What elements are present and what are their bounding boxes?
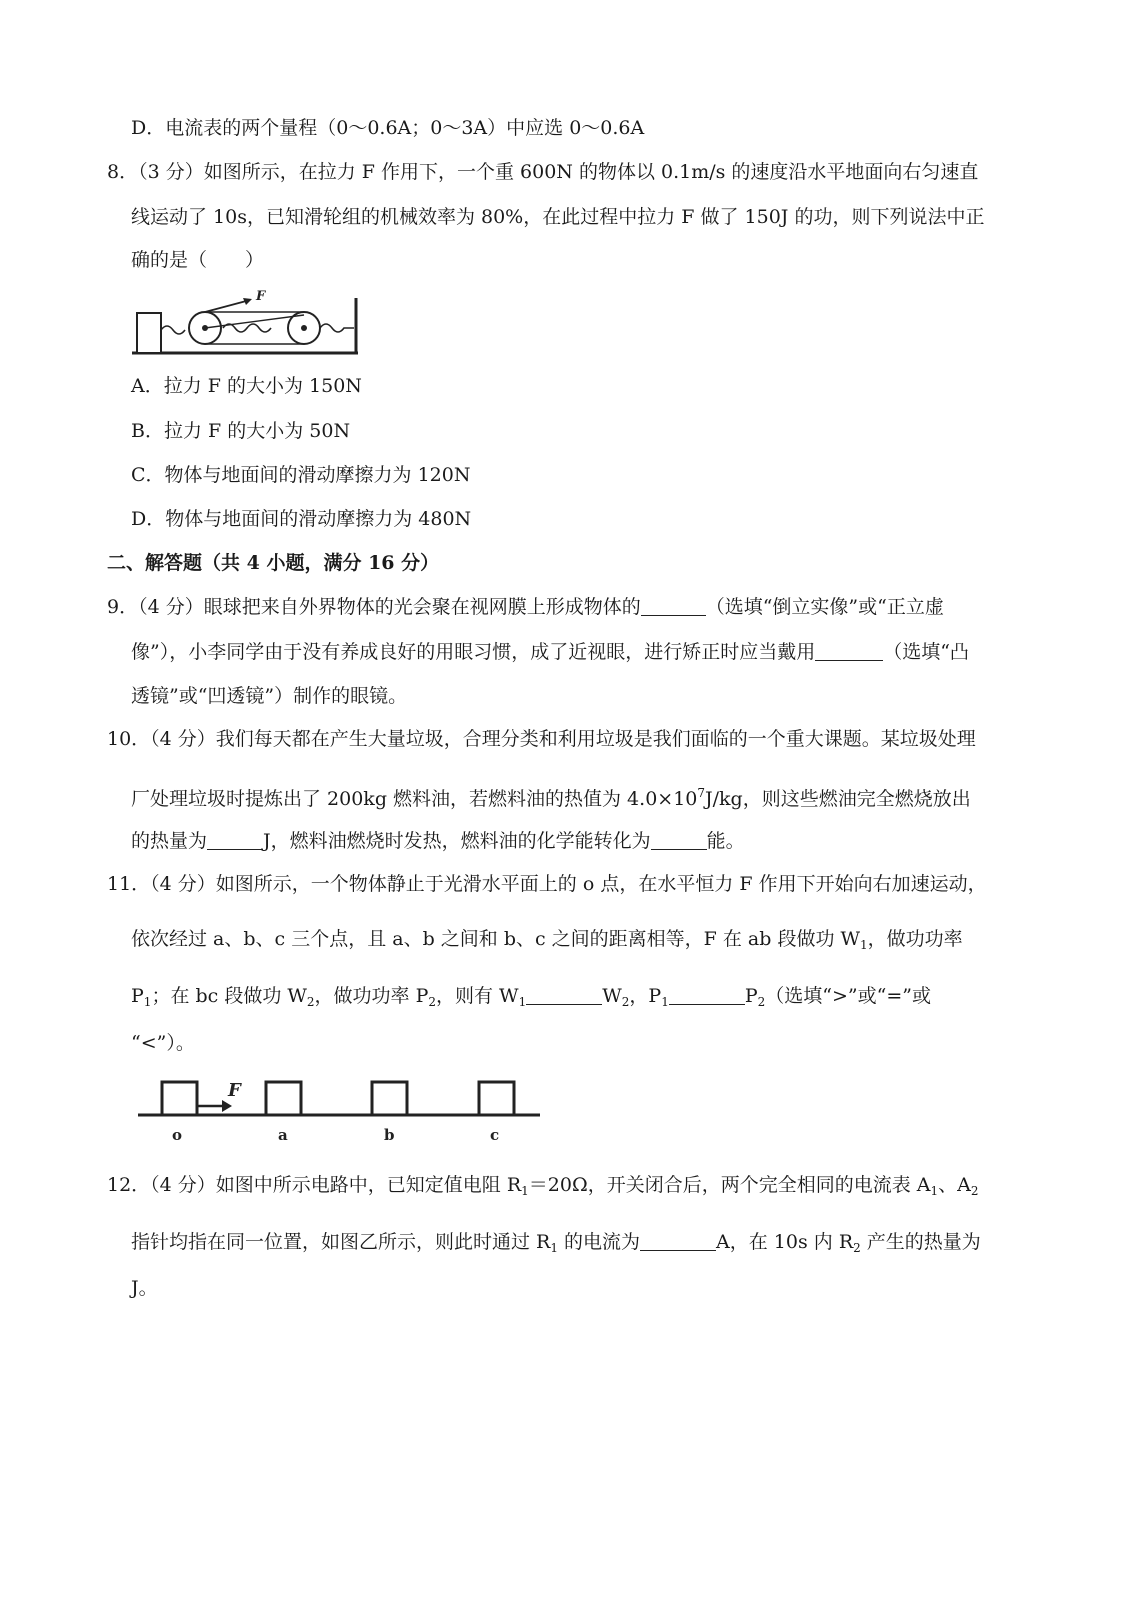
q11-point-b: b — [384, 1126, 395, 1144]
q11-text: W — [602, 985, 622, 1007]
q12-sub: 1 — [930, 1184, 939, 1198]
q11-blank-2[interactable] — [669, 986, 745, 1005]
q9-blank-2[interactable] — [815, 642, 883, 661]
q12-line1 — [107, 1173, 979, 1203]
q11-sub: 1 — [661, 995, 669, 1009]
q10-line2 — [131, 781, 971, 811]
q9-line1-text: 9．（4 分）眼球把来自外界物体的光会聚在视网膜上形成物体的 — [107, 596, 641, 618]
q11-blank-1[interactable] — [526, 986, 602, 1005]
q12-line3: J。 — [131, 1277, 158, 1299]
q11-text: ，P — [629, 985, 662, 1007]
q10-line3-b: J，燃料油燃烧时发热，燃料油的化学能转化为 — [263, 830, 651, 852]
q12-text: 的电流为 — [558, 1231, 641, 1253]
q8-option-b: B．拉力 F 的大小为 50N — [131, 420, 351, 442]
q12-sub: 2 — [853, 1241, 861, 1255]
q10-line1: 10．（4 分）我们每天都在产生大量垃圾，合理分类和利用垃圾是我们面临的一个重大课题。某垃圾处理 — [107, 728, 976, 750]
section-2-title: 二、解答题（共 4 小题，满分 16 分） — [107, 552, 440, 574]
q10-line2-text: 厂处理垃圾时提炼出了 200kg 燃料油，若燃料油的热值为 4.0×10 — [131, 788, 698, 810]
q10-blank-1[interactable] — [207, 831, 263, 850]
q12-sub: 1 — [521, 1184, 529, 1198]
q11-sub: 1 — [518, 995, 527, 1009]
q11-text: P — [131, 985, 144, 1007]
q10-line3-c: 能。 — [706, 830, 745, 852]
q8-option-c: C．物体与地面间的滑动摩擦力为 120N — [131, 464, 471, 486]
q11-text: （选填“>”或“=”或 — [765, 985, 931, 1007]
q8-stem-line3: 确的是（ ） — [131, 249, 265, 271]
q9-blank-1[interactable] — [641, 597, 706, 616]
q11-sub: 2 — [757, 995, 766, 1009]
q10-line3-a: 的热量为 — [131, 830, 208, 852]
q8-figure-f-label: F — [256, 289, 266, 304]
q11-line4: “<”）。 — [131, 1032, 195, 1054]
q9-line1 — [107, 595, 944, 619]
q11-line1: 11．（4 分）如图所示，一个物体静止于光滑水平面上的 o 点，在水平恒力 F 作用下开始向右加速运动， — [107, 873, 987, 895]
q11-text: ，做功功率 P — [314, 985, 429, 1007]
q9-line1-hint: （选填“倒立实像”或“正立虚 — [705, 596, 944, 618]
q12-text: 指针均指在同一位置，如图乙所示，则此时通过 R — [131, 1231, 551, 1253]
q11-line2-b: ，做功功率 — [867, 928, 963, 950]
q11-text: ，则有 W — [436, 985, 519, 1007]
q8-option-d: D．物体与地面间的滑动摩擦力为 480N — [131, 508, 472, 530]
q9-line2-text: 像”），小李同学由于没有养成良好的用眼习惯，成了近视眼，进行矫正时应当戴用 — [131, 641, 816, 663]
q11-figure-f-label: F — [228, 1080, 241, 1101]
q11-point-a: a — [278, 1126, 288, 1144]
q11-text: P — [744, 985, 758, 1007]
q11-sub: 1 — [860, 938, 868, 952]
q11-sub: 1 — [143, 995, 152, 1009]
q10-line3 — [131, 829, 745, 853]
q11-line2 — [131, 927, 963, 957]
q8-stem-line1: 8．（3 分）如图所示，在拉力 F 作用下，一个重 600N 的物体以 0.1m/s 的速度沿水平地面向右匀速直 — [107, 161, 979, 183]
q12-sub: 1 — [550, 1241, 558, 1255]
q11-sub: 2 — [621, 995, 630, 1009]
q11-sub: 2 — [306, 995, 315, 1009]
q12-text: 、A — [938, 1174, 971, 1196]
q8-stem-line2: 线运动了 10s，已知滑轮组的机械效率为 80%，在此过程中拉力 F 做了 150J 的功，则下列说法中正 — [131, 206, 985, 228]
q12-text: 12．（4 分）如图中所示电路中，已知定值电阻 R — [107, 1174, 522, 1196]
q10-exponent: 7 — [697, 786, 706, 800]
q12-sub: 2 — [970, 1184, 979, 1198]
q12-text: ＝20Ω，开关闭合后，两个完全相同的电流表 A — [528, 1174, 931, 1196]
q11-motion-figure — [138, 1072, 548, 1152]
q12-text: 产生的热量为 — [860, 1231, 981, 1253]
q7-option-d: D．电流表的两个量程（0～0.6A；0～3A）中应选 0～0.6A — [131, 117, 645, 139]
q11-point-c: c — [490, 1126, 500, 1144]
q9-line2 — [131, 640, 969, 664]
q8-option-a: A．拉力 F 的大小为 150N — [131, 375, 362, 397]
q12-line2 — [131, 1230, 981, 1260]
q8-pulley-figure — [130, 290, 370, 360]
q9-line3: 透镜”或“凹透镜”）制作的眼镜。 — [131, 685, 408, 707]
q12-text: A，在 10s 内 R — [716, 1231, 854, 1253]
q11-text: ；在 bc 段做功 W — [151, 985, 307, 1007]
q11-sub: 2 — [428, 995, 436, 1009]
q11-point-o: o — [172, 1126, 183, 1144]
q10-blank-2[interactable] — [651, 831, 707, 850]
q12-blank-1[interactable] — [640, 1232, 716, 1251]
q11-line3 — [131, 984, 931, 1014]
q11-line2-a: 依次经过 a、b、c 三个点，且 a、b 之间和 b、c 之间的距离相等，F 在 ab 段做功 W — [131, 928, 861, 950]
q9-line2-hint: （选填“凸 — [883, 641, 969, 663]
q10-line2-rest: J/kg，则这些燃油完全燃烧放出 — [705, 788, 971, 810]
